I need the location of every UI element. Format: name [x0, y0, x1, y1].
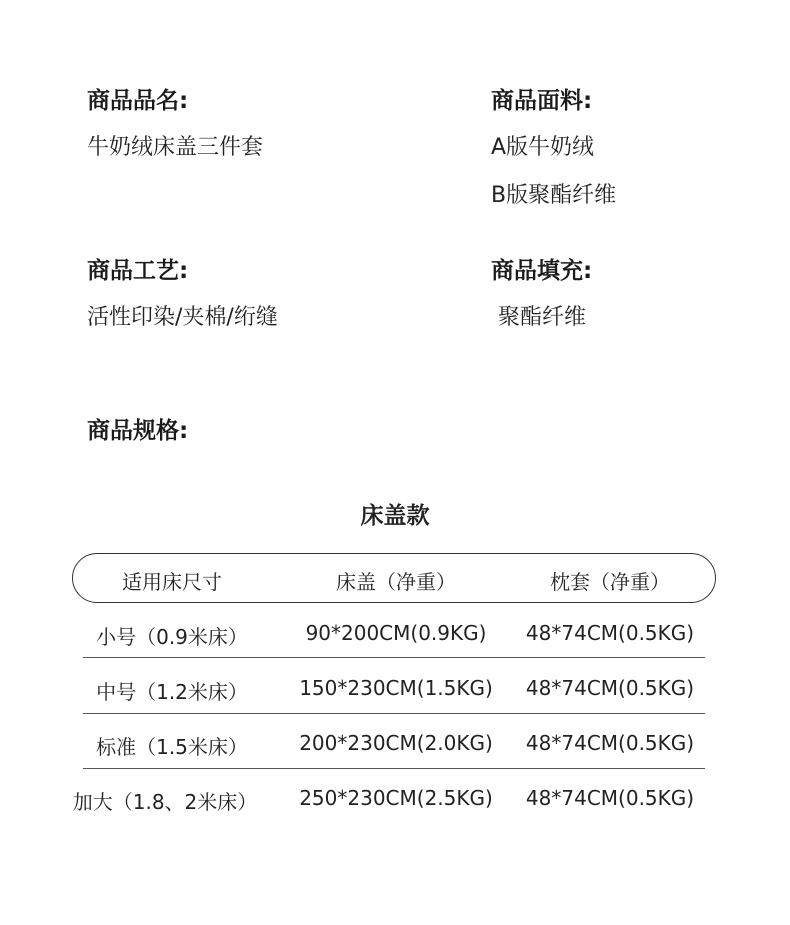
table-cell-pillowcase: 48*74CM(0.5KG) — [525, 621, 695, 645]
table-cell-cover: 200*230CM(2.0KG) — [299, 731, 493, 755]
table-cell-cover: 90*200CM(0.9KG) — [305, 621, 487, 645]
product-name-label: 商品品名: — [87, 88, 189, 114]
table-cell-size: 加大（1.8、2米床） — [72, 790, 258, 814]
table-header-bed-size: 适用床尺寸 — [122, 570, 222, 594]
table-header-cover-weight: 床盖（净重） — [336, 570, 456, 594]
row-divider — [83, 657, 705, 658]
row-divider — [83, 768, 705, 769]
product-spec-label: 商品规格: — [87, 418, 189, 444]
product-craft-label: 商品工艺: — [87, 258, 189, 284]
product-filling-value: 聚酯纤维 — [498, 305, 587, 330]
table-cell-pillowcase: 48*74CM(0.5KG) — [525, 676, 695, 700]
table-header-pillowcase-weight: 枕套（净重） — [550, 570, 670, 594]
table-title: 床盖款 — [360, 503, 430, 529]
table-cell-cover: 250*230CM(2.5KG) — [299, 786, 493, 810]
product-filling-label: 商品填充: — [491, 258, 593, 284]
table-cell-cover: 150*230CM(1.5KG) — [299, 676, 493, 700]
product-fabric-value-b: B版聚酯纤维 — [491, 183, 617, 208]
table-cell-size: 中号（1.2米床） — [96, 680, 248, 704]
table-cell-pillowcase: 48*74CM(0.5KG) — [525, 731, 695, 755]
product-name-value: 牛奶绒床盖三件套 — [87, 135, 264, 160]
product-craft-value: 活性印染/夹棉/绗缝 — [87, 305, 278, 330]
row-divider — [83, 713, 705, 714]
table-cell-pillowcase: 48*74CM(0.5KG) — [525, 786, 695, 810]
table-cell-size: 小号（0.9米床） — [96, 625, 248, 649]
product-fabric-value-a: A版牛奶绒 — [491, 135, 595, 160]
product-fabric-label: 商品面料: — [491, 88, 593, 114]
table-cell-size: 标准（1.5米床） — [96, 735, 248, 759]
